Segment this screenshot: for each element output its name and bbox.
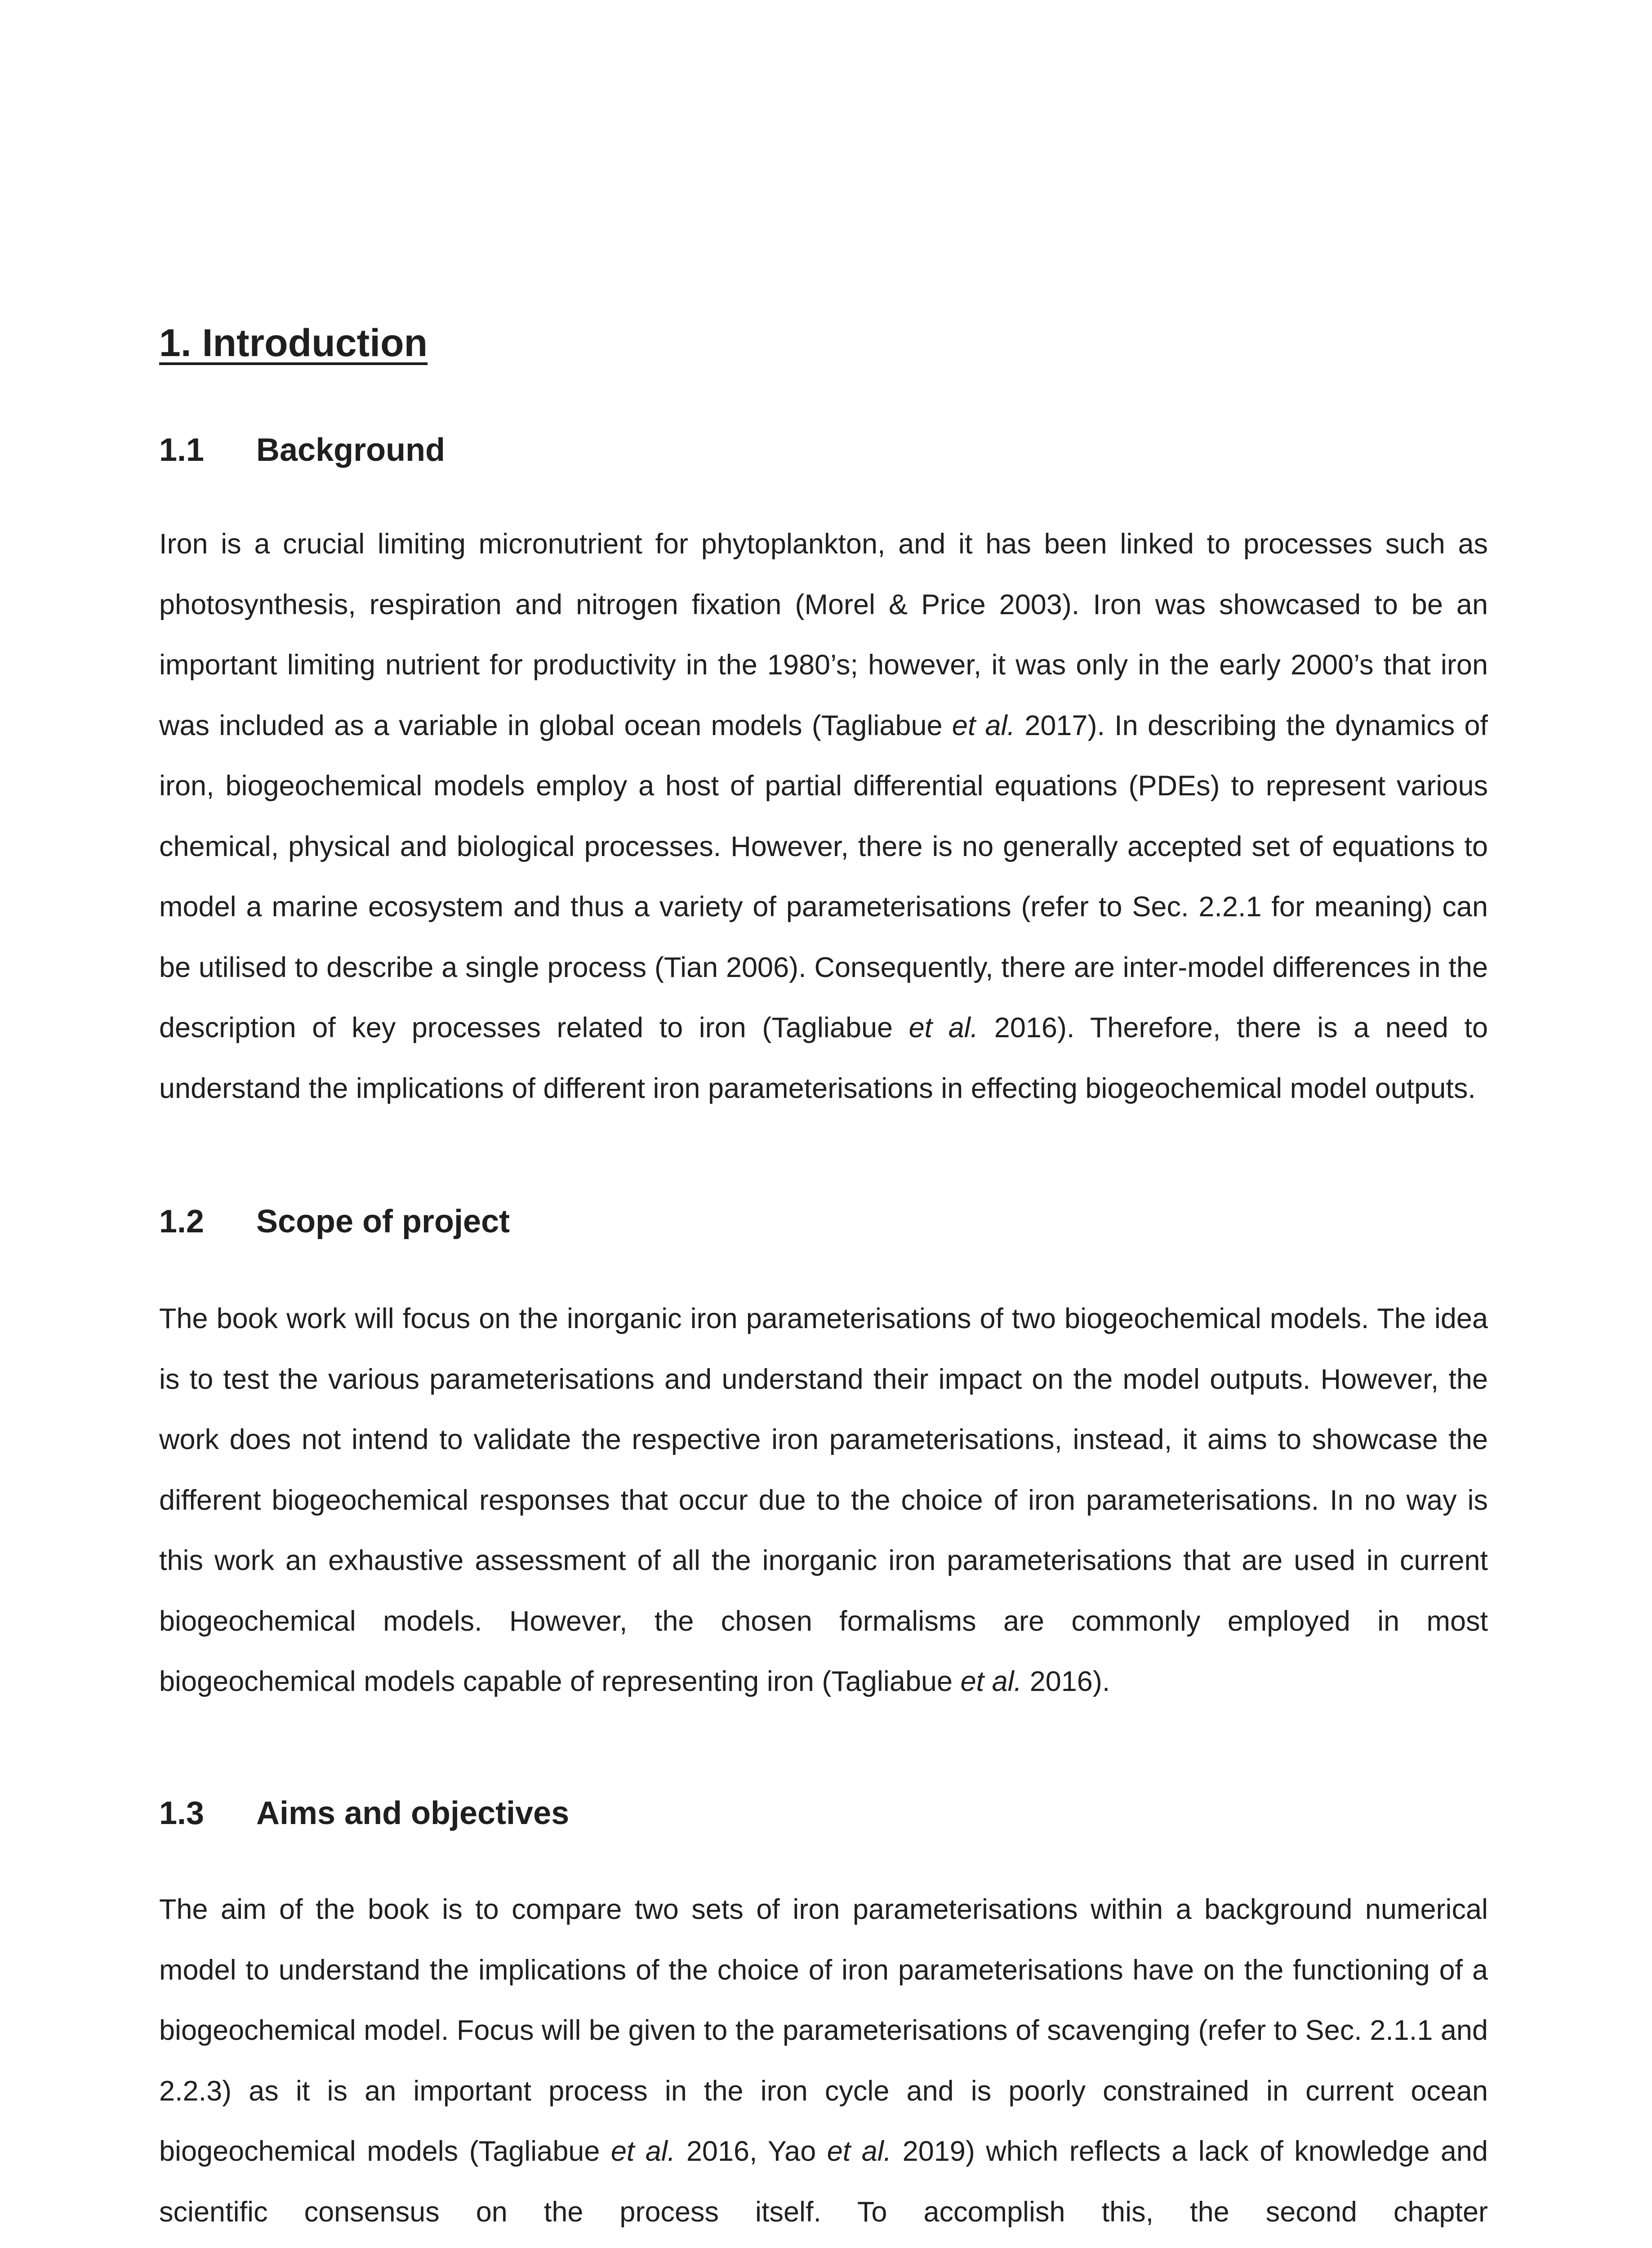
- section-number: 1.1: [159, 432, 205, 468]
- text-run: 2016).: [1022, 1666, 1110, 1697]
- section-title: Aims and objectives: [256, 1795, 570, 1831]
- text-run-italic: et al.: [908, 1012, 979, 1044]
- text-run-italic: et al.: [952, 709, 1015, 741]
- text-run: Iron is a crucial limiting micronutrient for phytoplankton, and it has been linked to processes such as photosynthesis, respiration and nitrogen fixation (Morel & Price 2003). Iron was showcased to be an important limiting nutrient for productivity in the 1980’s; however, it was only in the early 2000’s that iron was included as a variable in global ocean models (Tagliabue: [159, 528, 1488, 741]
- section-title: Background: [256, 432, 445, 468]
- paragraph-aims: [159, 1879, 1488, 2242]
- text-run: 2017). In describing the dynamics of iron, biogeochemical models employ a host of partial differential equations (PDEs) to represent various chemical, physical and biological processes. However, there is no generally accepted set of equations to model a marine ecosystem and thus a variety of parameterisations (refer to Sec. 2.2.1 for meaning) can be utilised to describe a single process (Tian 2006). Consequently, there are inter-model differences in the description of key processes related to iron (Tagliabue: [159, 709, 1488, 1044]
- section-heading-scope: [159, 1202, 510, 1241]
- section-heading-aims: [159, 1794, 569, 1833]
- text-run-italic: et al.: [960, 1666, 1022, 1697]
- text-run-italic: et al.: [610, 2136, 676, 2167]
- text-run-italic: et al.: [827, 2136, 892, 2167]
- text-run: The book work will focus on the inorganic iron parameterisations of two biogeochemical models. The idea is to test the various parameterisations and understand their impact on the model outputs. However, the work does not intend to validate the respective iron parameterisations, instead, it aims to showcase the different biogeochemical responses that occur due to the choice of iron parameterisations. In no way is this work an exhaustive assessment of all the inorganic iron parameterisations that are used in current biogeochemical models. However, the chosen formalisms are commonly employed in most biogeochemical models capable of representing iron (Tagliabue: [159, 1303, 1488, 1697]
- section-number: 1.2: [159, 1204, 205, 1240]
- paragraph-scope: [159, 1289, 1488, 1712]
- section-title: Scope of project: [256, 1204, 510, 1240]
- section-heading-background: [159, 431, 445, 469]
- text-run: 2019) which reflects a lack of knowledge and scientific consensus on the process itself. To accomplish this, the second chapter: [159, 2136, 1488, 2228]
- text-run: 2016). Therefore, there is a need to understand the implications of different iron parameterisations in effecting biogeochemical model outputs.: [159, 1012, 1488, 1104]
- text-run: The aim of the book is to compare two sets of iron parameterisations within a background numerical model to understand the implications of the choice of iron parameterisations have on the functioning of a biogeochemical model. Focus will be given to the parameterisations of scavenging (refer to Sec. 2.1.1 and 2.2.3) as it is an important process in the iron cycle and is poorly constrained in current ocean biogeochemical models (Tagliabue: [159, 1894, 1488, 2167]
- text-run: 2016, Yao: [675, 2136, 827, 2167]
- section-number: 1.3: [159, 1795, 205, 1831]
- chapter-title: 1. Introduction: [159, 321, 428, 365]
- paragraph-background: [159, 514, 1488, 1119]
